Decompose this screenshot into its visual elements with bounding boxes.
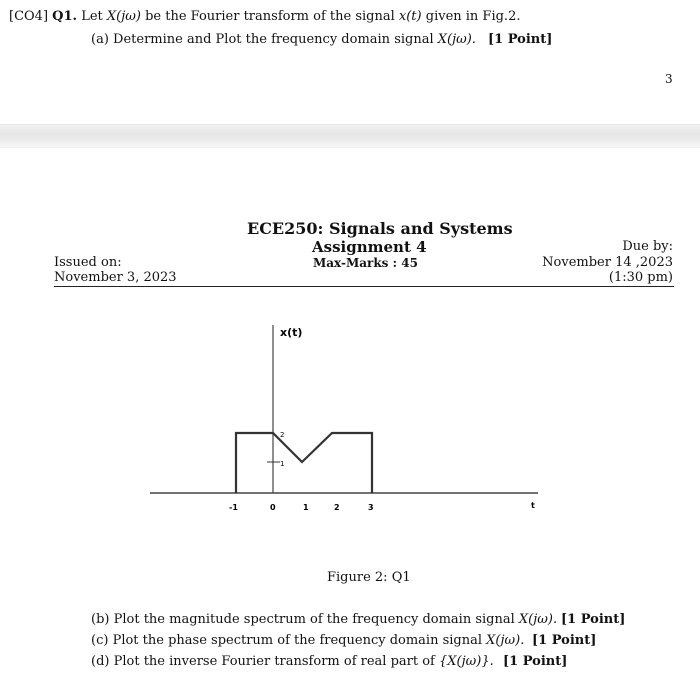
q1-line	[9, 9, 520, 24]
q1-expr-2: x(t)	[398, 9, 422, 24]
due-time: (1:30 pm)	[608, 270, 673, 285]
marker-label-1: 1	[280, 460, 285, 468]
part-a-expr: X(jω).	[437, 32, 476, 47]
q1-expr-1: X(jω)	[106, 9, 141, 24]
part-d-points: [1 Point]	[503, 654, 568, 669]
x-tick-0: 0	[270, 503, 276, 512]
part-d-label: (d)	[91, 654, 110, 669]
part-a-line	[91, 32, 476, 47]
q1-label: Q1.	[52, 9, 78, 24]
page-number: 3	[665, 72, 673, 86]
x-tick-neg1: -1	[229, 503, 238, 512]
part-a-text: Determine and Plot the frequency domain signal	[113, 32, 434, 47]
part-b-text: Plot the magnitude spectrum of the frequency domain signal	[113, 612, 515, 627]
x-tick-1: 1	[303, 503, 309, 512]
t-axis-label: t	[531, 501, 535, 510]
due-date: November 14 ,2023	[542, 255, 673, 270]
x-tick-3: 3	[368, 503, 374, 512]
q1-text-a: Let	[81, 9, 103, 24]
due-label: Due by:	[622, 239, 673, 254]
part-b-points: [1 Point]	[561, 612, 626, 627]
part-b-line	[91, 612, 557, 627]
part-a-label: (a)	[91, 32, 109, 47]
figure-caption: Figure 2: Q1	[327, 570, 411, 585]
part-c-label: (c)	[91, 633, 109, 648]
marker-label-2: 2	[280, 431, 285, 439]
q1-text-b: be the Fourier transform of the signal	[145, 9, 395, 24]
part-d-line	[91, 654, 494, 669]
signal-curve	[236, 433, 372, 493]
page-separator	[0, 124, 700, 148]
part-d-expr: {X(jω)}.	[439, 654, 494, 669]
header-rule	[54, 286, 674, 287]
part-c-expr: X(jω).	[486, 633, 525, 648]
part-b-expr: X(jω).	[518, 612, 558, 627]
x-tick-2: 2	[334, 503, 340, 512]
part-c-text: Plot the phase spectrum of the frequency domain signal	[112, 633, 483, 648]
max-marks: Max-Marks : 45	[313, 256, 418, 270]
y-axis-label: x(t)	[280, 326, 303, 339]
issued-date: November 3, 2023	[54, 270, 177, 285]
part-c-points: [1 Point]	[532, 633, 597, 648]
course-title: ECE250: Signals and Systems	[247, 219, 513, 238]
part-c-line	[91, 633, 524, 648]
assignment-title: Assignment 4	[312, 238, 427, 256]
signal-figure	[0, 300, 700, 530]
part-b-label: (b)	[91, 612, 110, 627]
issued-label: Issued on:	[54, 255, 122, 270]
part-d-text: Plot the inverse Fourier transform of real part of	[113, 654, 435, 669]
q1-text-c: given in Fig.2.	[425, 9, 521, 24]
part-a-points: [1 Point]	[488, 32, 553, 47]
q1-tag: [CO4]	[9, 9, 49, 24]
